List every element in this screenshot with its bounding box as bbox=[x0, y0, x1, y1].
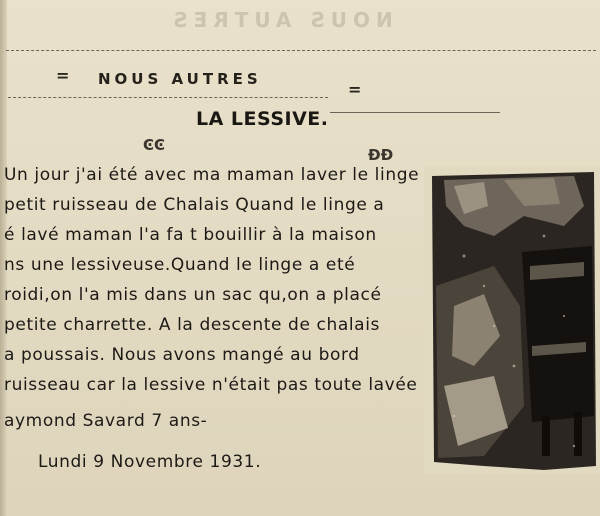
author-signature: aymond Savard 7 ans- bbox=[4, 411, 208, 431]
ornament-right: ÐÐ bbox=[368, 146, 394, 164]
ornament-left: ϾϾ bbox=[143, 136, 166, 154]
body-line: ruisseau car la lessive n'était pas toute lavée bbox=[4, 375, 418, 395]
header-underline bbox=[8, 97, 328, 98]
top-divider bbox=[6, 50, 596, 51]
linocut-illustration bbox=[424, 166, 600, 474]
body-line: a poussais. Nous avons mangé au bord bbox=[4, 345, 360, 365]
section-header: NOUS AUTRES bbox=[98, 70, 262, 88]
header-dash-left: = bbox=[56, 66, 70, 85]
header-underline-right bbox=[330, 112, 500, 113]
article-title: LA LESSIVE. bbox=[196, 108, 329, 130]
body-line: Un jour j'ai été avec ma maman laver le linge bbox=[4, 165, 420, 185]
article-date: Lundi 9 Novembre 1931. bbox=[38, 452, 262, 472]
body-line: petite charrette. A la descente de chalais bbox=[4, 315, 380, 335]
body-line: é lavé maman l'a fa t bouillir à la maison bbox=[4, 225, 377, 245]
article-body bbox=[4, 160, 452, 400]
header-dash-right: = bbox=[348, 80, 362, 99]
body-line: ns une lessiveuse.Quand le linge a eté bbox=[4, 255, 356, 275]
body-line: petit ruisseau de Chalais Quand le linge a bbox=[4, 195, 385, 215]
washing-scene-image bbox=[424, 166, 600, 474]
body-line: roidi,on l'a mis dans un sac qu,on a placé bbox=[4, 285, 382, 305]
bleed-through-text: NOUS AUTRES bbox=[167, 8, 393, 32]
